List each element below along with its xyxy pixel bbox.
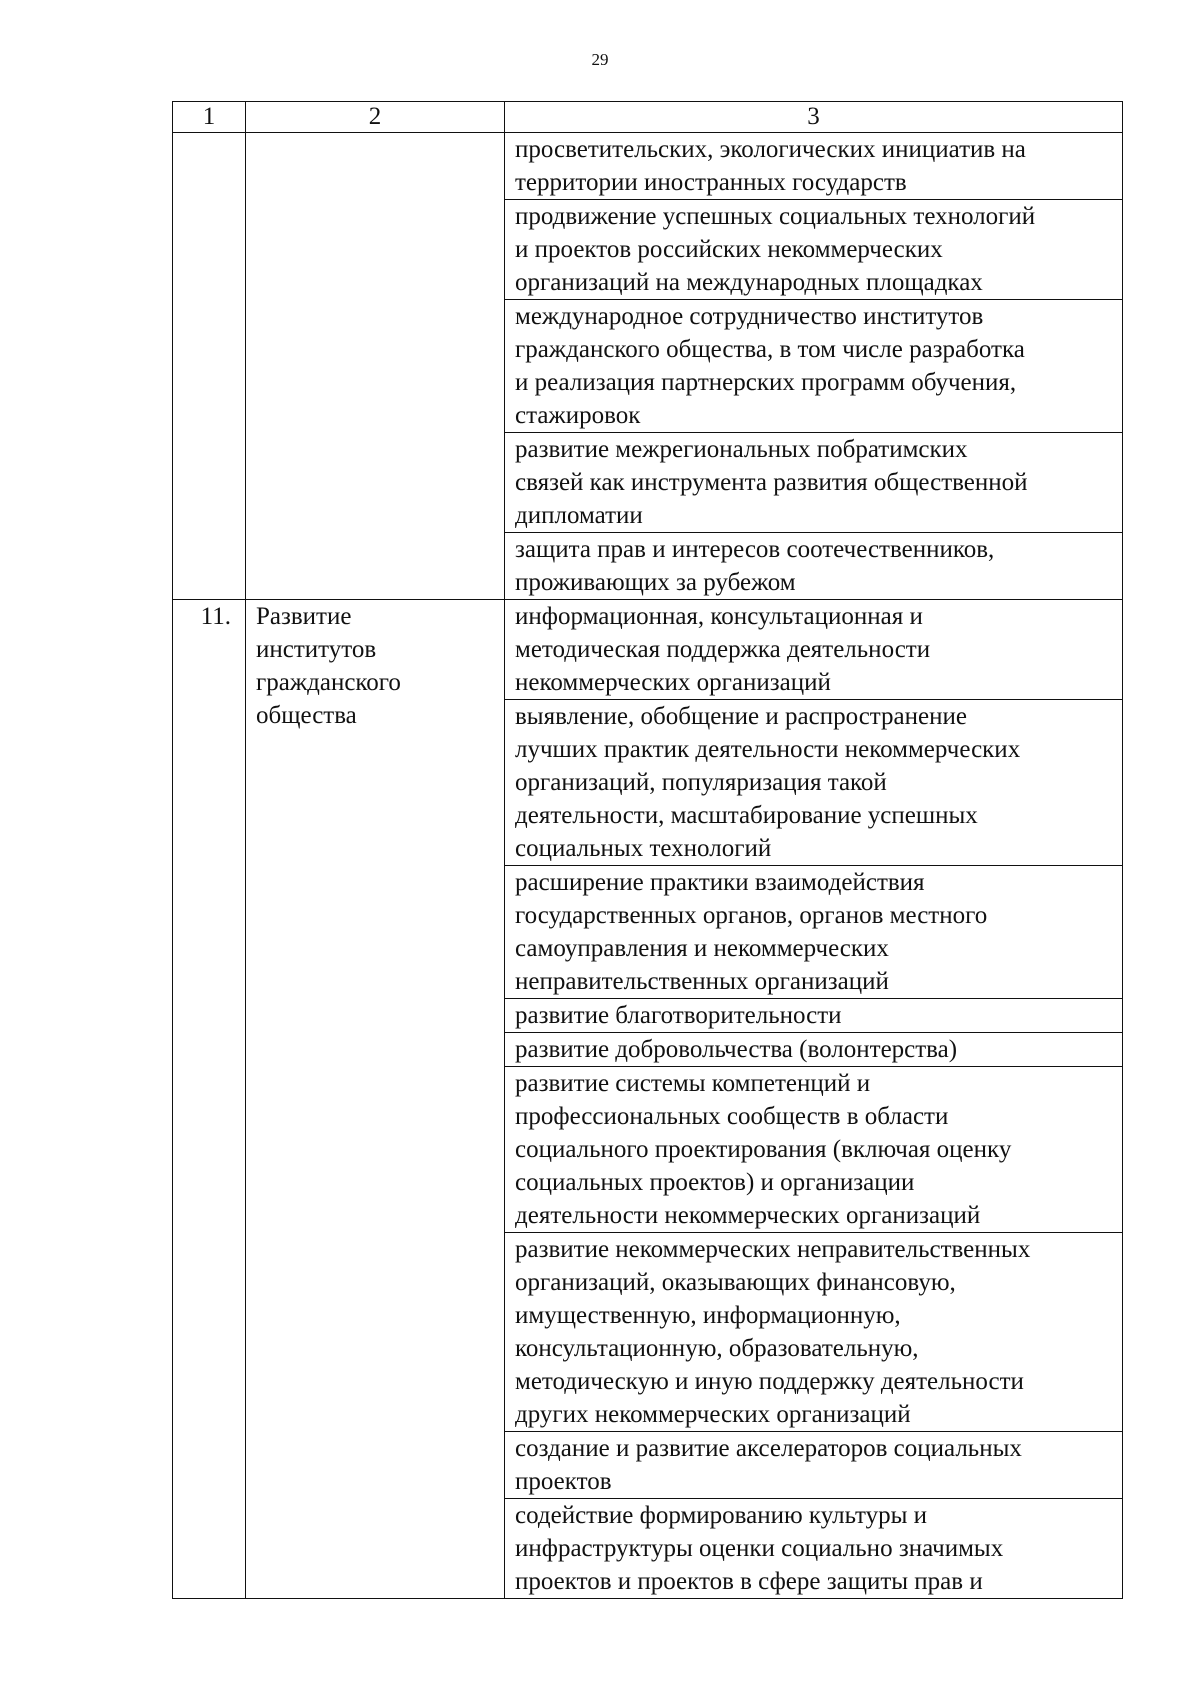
- header-row: [173, 102, 1123, 133]
- page-number: 29: [591, 50, 609, 69]
- activity-item: информационная, консультационная и методическая поддержка деятельности некоммерческих организаций: [505, 600, 1123, 700]
- activity-table: [172, 101, 1123, 1599]
- section-number: 11.: [173, 600, 246, 1599]
- activity-item: защита прав и интересов соотечественников, проживающих за рубежом: [505, 533, 1123, 600]
- header-col-2: 2: [246, 102, 505, 133]
- table-row: [173, 600, 1123, 700]
- table-header: [173, 102, 1123, 133]
- activity-item: развитие добровольчества (волонтерства): [505, 1033, 1123, 1067]
- activity-item: развитие некоммерческих неправительственных организаций, оказывающих финансовую, имущественную, информационную, консультационную, образовательную, методическую и иную поддержку деятельности других некоммерческих организаций: [505, 1233, 1123, 1432]
- number-cell-empty: [173, 133, 246, 600]
- activity-item: развитие межрегиональных побратимских связей как инструмента развития общественной дипломатии: [505, 433, 1123, 533]
- activity-item: развитие системы компетенций и профессиональных сообществ в области социального проектирования (включая оценку социальных проектов) и организации деятельности некоммерческих организаций: [505, 1067, 1123, 1233]
- table-row: [173, 133, 1123, 200]
- activity-item: создание и развитие акселераторов социальных проектов: [505, 1432, 1123, 1499]
- activity-item: содействие формированию культуры и инфраструктуры оценки социально значимых проектов и проектов в сфере защиты прав и: [505, 1499, 1123, 1599]
- title-cell-empty: [246, 133, 505, 600]
- header-col-3: 3: [505, 102, 1123, 133]
- activity-item: продвижение успешных социальных технологий и проектов российских некоммерческих организаций на международных площадках: [505, 200, 1123, 300]
- section-title: Развитие институтов гражданского общества: [246, 600, 505, 1599]
- table-body: [173, 133, 1123, 1599]
- activity-item: выявление, обобщение и распространение лучших практик деятельности некоммерческих организаций, популяризация такой деятельности, масштабирование успешных социальных технологий: [505, 700, 1123, 866]
- activity-item: развитие благотворительности: [505, 999, 1123, 1033]
- activity-item: расширение практики взаимодействия государственных органов, органов местного самоуправления и некоммерческих неправительственных организаций: [505, 866, 1123, 999]
- activity-item: просветительских, экологических инициатив на территории иностранных государств: [505, 133, 1123, 200]
- activity-item: международное сотрудничество институтов гражданского общества, в том числе разработка и реализация партнерских программ обучения, стажировок: [505, 300, 1123, 433]
- header-col-1: 1: [173, 102, 246, 133]
